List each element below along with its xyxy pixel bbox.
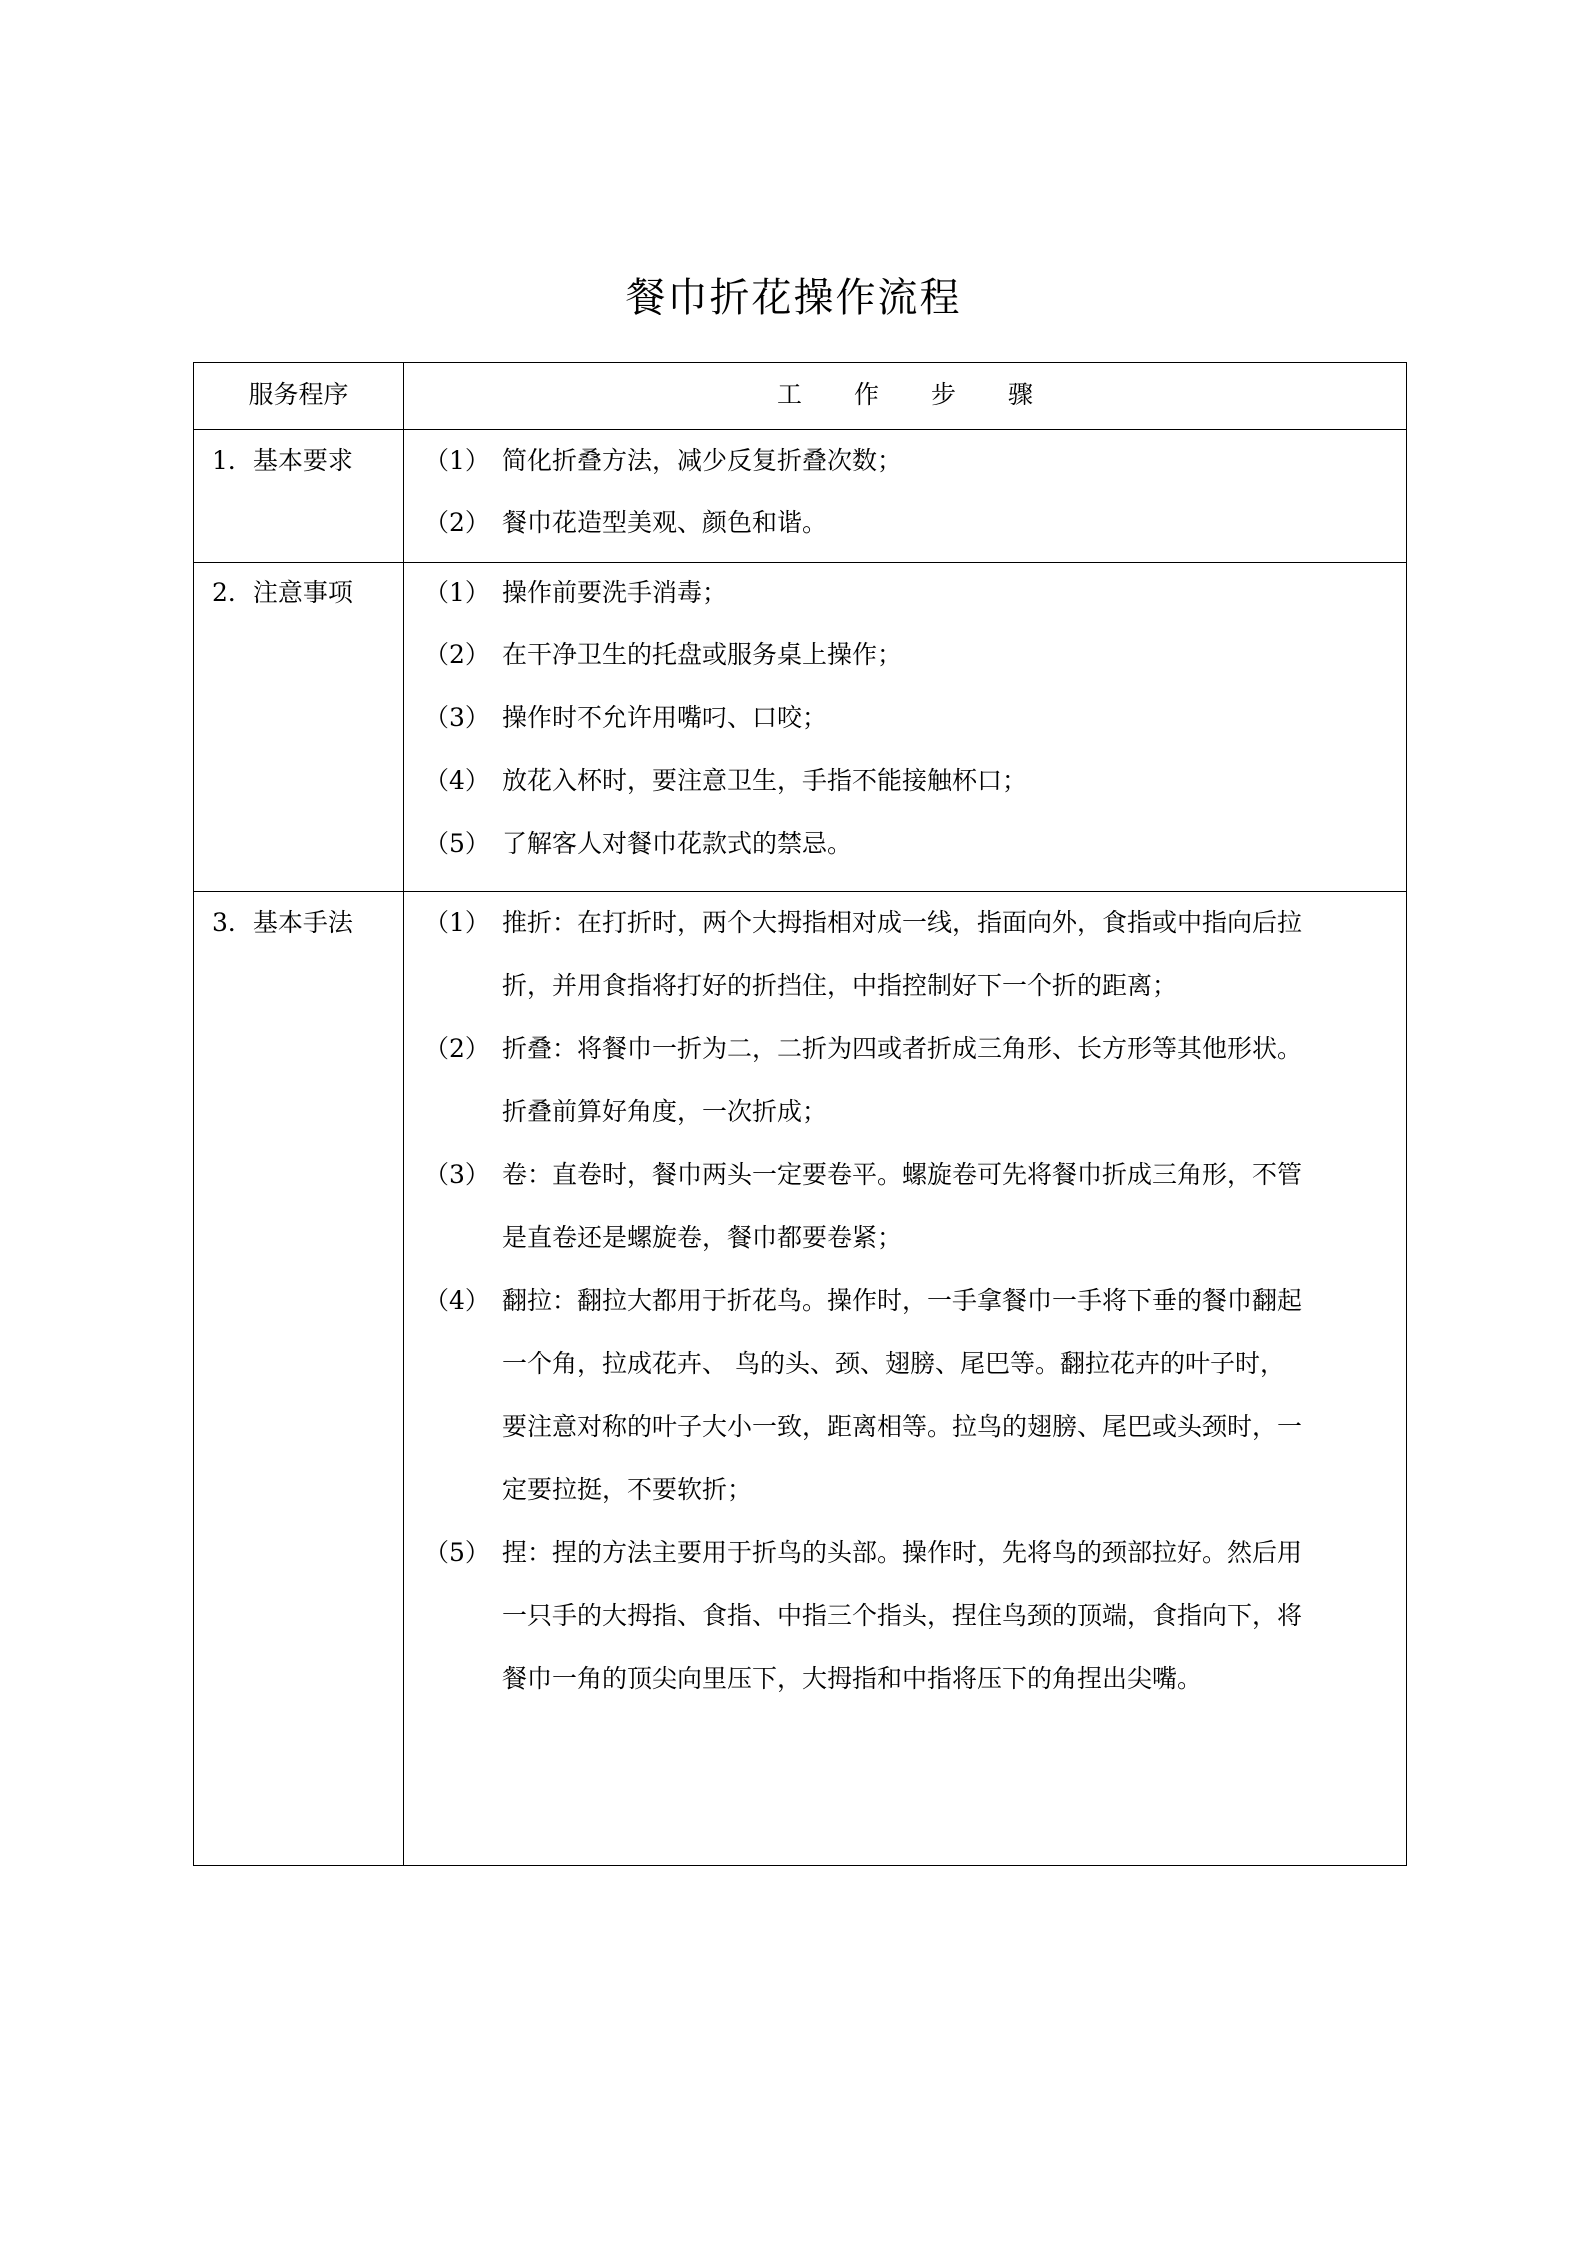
item-number: （4） xyxy=(424,1286,490,1315)
item-number: （2） xyxy=(424,1034,490,1063)
item-number: （3） xyxy=(424,1160,490,1189)
item-number: （1） xyxy=(424,446,490,475)
section-label-basic-techniques: 3．基本手法 xyxy=(212,908,353,937)
item-text: 一只手的大拇指、食指、中指三个指头，捏住鸟颈的顶端，食指向下，将 xyxy=(502,1601,1303,1630)
item-text: 一个角，拉成花卉、 鸟的头、颈、翅膀、尾巴等。翻拉花卉的叶子时， xyxy=(502,1349,1285,1378)
item-text: 定要拉挺，不要软折； xyxy=(502,1475,753,1504)
item-text: 卷：直卷时，餐巾两头一定要卷平。螺旋卷可先将餐巾折成三角形，不管 xyxy=(502,1160,1303,1189)
item-number: （2） xyxy=(424,640,490,669)
item-text: 折，并用食指将打好的折挡住，中指控制好下一个折的距离； xyxy=(502,971,1178,1000)
header-char: 步 xyxy=(931,380,957,409)
item-text: 折叠前算好角度，一次折成； xyxy=(502,1097,828,1126)
item-text: 简化折叠方法，减少反复折叠次数； xyxy=(502,446,903,475)
section-label-precautions: 2．注意事项 xyxy=(212,578,353,607)
header-char: 骤 xyxy=(1008,380,1034,409)
item-number: （1） xyxy=(424,578,490,607)
item-text: 翻拉：翻拉大都用于折花鸟。操作时，一手拿餐巾一手将下垂的餐巾翻起 xyxy=(502,1286,1303,1315)
item-text: 推折：在打折时，两个大拇指相对成一线，指面向外，食指或中指向后拉 xyxy=(502,908,1303,937)
item-number: （5） xyxy=(424,829,490,858)
header-work-steps xyxy=(404,377,1406,413)
item-text: 要注意对称的叶子大小一致，距离相等。拉鸟的翅膀、尾巴或头颈时，一 xyxy=(502,1412,1303,1441)
item-number: （5） xyxy=(424,1538,490,1567)
item-number: （3） xyxy=(424,703,490,732)
row-divider xyxy=(194,562,1406,563)
document-title: 餐巾折花操作流程 xyxy=(625,275,962,321)
item-text: 操作时不允许用嘴叼、口咬； xyxy=(502,703,828,732)
item-number: （1） xyxy=(424,908,490,937)
section-label-basic-requirements: 1．基本要求 xyxy=(212,446,353,475)
item-text: 放花入杯时，要注意卫生，手指不能接触杯口； xyxy=(502,766,1028,795)
header-service-procedure: 服务程序 xyxy=(248,380,349,409)
item-text: 是直卷还是螺旋卷，餐巾都要卷紧； xyxy=(502,1223,903,1252)
item-text: 操作前要洗手消毒； xyxy=(502,578,728,607)
item-text: 捏：捏的方法主要用于折鸟的头部。操作时，先将鸟的颈部拉好。然后用 xyxy=(502,1538,1303,1567)
item-number: （2） xyxy=(424,508,490,537)
header-char: 工 xyxy=(776,380,802,409)
item-text: 在干净卫生的托盘或服务桌上操作； xyxy=(502,640,903,669)
item-number: （4） xyxy=(424,766,490,795)
column-divider xyxy=(403,363,404,1865)
row-divider xyxy=(194,891,1406,892)
item-text: 餐巾一角的顶尖向里压下，大拇指和中指将压下的角捏出尖嘴。 xyxy=(502,1664,1203,1693)
item-text: 餐巾花造型美观、颜色和谐。 xyxy=(502,508,828,537)
row-divider xyxy=(194,429,1406,430)
item-text: 折叠：将餐巾一折为二，二折为四或者折成三角形、长方形等其他形状。 xyxy=(502,1034,1303,1063)
procedure-table xyxy=(193,362,1407,1866)
header-char: 作 xyxy=(853,380,879,409)
item-text: 了解客人对餐巾花款式的禁忌。 xyxy=(502,829,853,858)
